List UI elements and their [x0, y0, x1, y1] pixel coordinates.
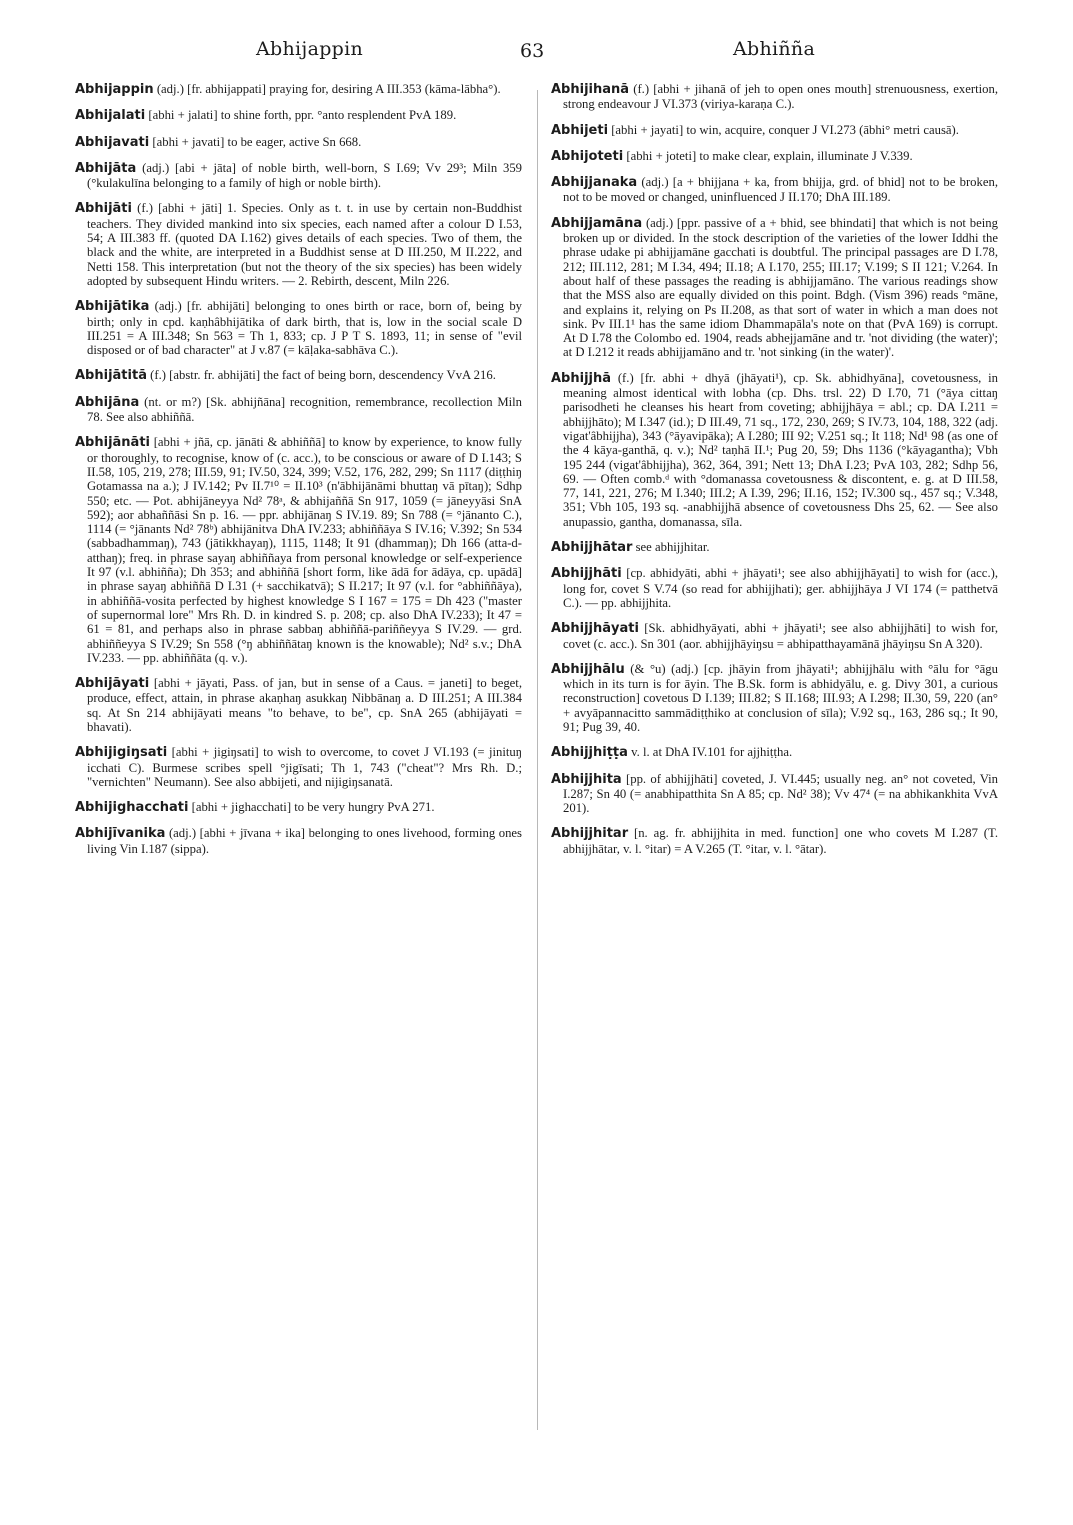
dictionary-entry	[551, 175, 998, 205]
dictionary-entry	[551, 662, 998, 734]
dictionary-entry	[75, 676, 522, 734]
dictionary-entry	[75, 135, 522, 150]
entry-headword: Abhijjhiṭṭa	[551, 745, 628, 761]
entry-body: [abhi + javati] to be eager, active Sn 668.	[152, 134, 362, 149]
dictionary-entry	[75, 161, 522, 191]
entry-headword: Abhijavati	[75, 134, 150, 150]
entry-headword: Abhijīvanika	[75, 826, 166, 842]
entry-headword: Abhijjhālu	[551, 661, 625, 677]
entry-body: (adj.) [abi + jāta] of noble birth, well-born, S I.69; Vv 29³; Miln 359 (°kulakulīna belonging to a family of high or noble birth).	[87, 160, 523, 191]
dictionary-entry	[551, 621, 998, 651]
entry-headword: Abhijjhā	[551, 370, 612, 386]
entry-body: v. l. at DhA IV.101 for ajjhiṭṭha.	[631, 745, 793, 760]
entry-headword: Abhijātitā	[75, 368, 147, 384]
dictionary-entry	[75, 299, 522, 357]
dictionary-entry	[551, 745, 998, 760]
dictionary-entry	[551, 216, 998, 360]
entry-body: (adj.) [abhi + jīvana + ika] belonging to ones livehood, forming ones living Vin I.187 (sippa).	[87, 826, 522, 856]
entry-headword: Abhijjamāna	[551, 215, 643, 231]
entry-headword: Abhijappin	[75, 82, 154, 97]
dictionary-entry	[75, 826, 522, 856]
entry-body: (f.) [abhi + jāti] 1. Species. Only as t. t. in use by certain non-Buddhist teachers. They divided mankind into six species, each named after a colour D I.53, 54; A III.383 ff. (quoted DA I.162) gives details of each species. Two of them, the black and the white, are interpreted in a Buddhist sense at D III.250, M II.222, and Netti 158. This interpretation (but not the theory of the six species) has been widely adopted by subsequent Hindu writers. — 2. Rebirth, descent, Miln 226.	[87, 201, 523, 288]
entry-body: [abhi + jalati] to shine forth, ppr. °anto resplendent PvA 189.	[148, 108, 457, 123]
entry-headword: Abhijāyati	[75, 676, 150, 692]
entry-body: [pp. of abhijjhāti] coveted, J. VI.445; usually neg. an° not coveted, Vin I.287; Sn 40 (= anabhipatthita Sn A 85; cp. Nd² 38); Vv 47⁴ (= na abhikankhita VvA 201).	[563, 771, 999, 816]
dictionary-entry	[75, 800, 522, 815]
entry-headword: Abhijjhitar	[551, 826, 629, 842]
dictionary-entry	[75, 395, 522, 425]
entry-body: (adj.) [fr. abhijāti] belonging to ones birth or race, born of, being by birth; only in cpd. kaṇhâbhijātika of dark birth, that is, low in the social scale D III.251 = A III.348; Sn 563 = Th 1, 833; cp. J P T S. 1893, 11; in sense of "evil disposed or of bad character" at J v.87 (= kāḷaka-sabhāva C.).	[87, 299, 523, 358]
left-column	[75, 82, 522, 867]
entry-headword: Abhijātika	[75, 299, 150, 315]
entry-headword: Abhijāti	[75, 201, 132, 217]
dictionary-entry	[75, 108, 522, 123]
dictionary-entry	[551, 149, 998, 164]
dictionary-entry	[551, 540, 998, 555]
entry-body: (adj.) [fr. abhijappati] praying for, desiring A III.353 (kāma-lābha°).	[156, 82, 501, 96]
entry-headword: Abhijigiŋsati	[75, 745, 168, 761]
entry-body: (f.) [fr. abhi + dhyā (jhāyati¹), cp. Sk. abhidhyāna], covetousness, in meaning almost identical with lobha (cp. Dhs. trsl. 22) D I.70, 71 (°āya cittaŋ parisodheti he cleanses his heart from coveting; abhijjhāya = abl.; cp. DA I.211 = abhijjhāto); M I.347 (id.); D III.49, 71 sq., 172, 230, 269; S IV.73, 104, 188, 322 (adj. vigat'âbhijjha), 343 (°āyavipāka); A I.280; III 92; V.251 sq.; It 118; Nd¹ 98 (as one of the 4 kāya-ganthā, q. v.); Nd² taṇhā II.¹; Pug 20, 59; Dhs 1136 (°kāyagantha); Vbh 195 244 (vigat'âbhijjha), 362, 364, 391; Nett 13; DhA I.23; PvA 103, 282; Sdhp 56, 69. — Often comb.ᵈ with °domanassa covetousness & discontent, e. g. at D III.58, 77, 141, 221, 276; M I.340; III.2; A I.39, 296; II.16, 152; IV.300 sq., 457 sq.; V.348, 351; Vbh 105, 193 sq. -anabhijjhā absence of covetousness Dhs 25, 62. — See also anupassio, gantha, domanassa, sīla.	[563, 370, 998, 529]
dictionary-entry	[551, 371, 998, 529]
entry-body: [cp. abhidyāti, abhi + jhāyati¹; see also abhijjhāyati] to wish for (acc.), long for, covet S V.74 (so read for abhijjhati); ger. abhijjhāya J VI 174 (= patthetvā C.). — pp. abhijjhita.	[563, 566, 999, 610]
dictionary-entry	[551, 566, 998, 610]
entry-body: [n. ag. fr. abhijjhita in med. function] one who covets M I.287 (T. abhijjhātar, v. l. °itar) = A V.265 (T. °itar, v. l. °ātar).	[563, 826, 998, 856]
entry-body: (f.) [abstr. fr. abhijāti] the fact of being born, descendency VvA 216.	[150, 368, 496, 383]
entry-body: (adj.) [ppr. passive of a + bhid, see bhindati] that which is not being broken up or divided. In the stock description of the varieties of the lower Iddhi the phrase udake pi abhijjamāne gacchati is doubtful. The principal passages are D I.78, 212; III.112, 281; M I.34, 494; II.18; A I.170, 255; III.17; V.199; S II 121; V.264. In about half of these passages the reading is abhijjamāno. The various readings show that the MSS also are equally divided on this point. Bdgh. (Vism 396) reads °māne, and explains it, relying on Ps II.208, as that sort of water in which a man does not sink. Pv III.1¹ has the same idiom Dhammapāla's note on that (PvA 169) is corrupt. At D I.78 the Colombo ed. 1904, reads abhejjamāne and tr. 'not dividing (the water)'; at D I.212 it reads abhijjamāno and tr. 'not sinking (in the water)'.	[563, 215, 998, 360]
entry-body: [abhi + jighacchati] to be very hungry PvA 271.	[191, 800, 435, 815]
entry-headword: Abhijjhātar	[551, 540, 633, 556]
dictionary-entry	[75, 368, 522, 383]
entry-headword: Abhijighacchati	[75, 800, 189, 816]
entry-body: (& °u) (adj.) [cp. jhāyin from jhāyati¹; abhijjhālu with °ālu for °āgu which in its turn is for āyin. The B.Sk. form is abhidyālu, e. g. Divy 301, a curious reconstruction] covetous D I.139; III.82; S II.168; III.93; A I.298; II.30, 59, 220 (an° + avyāpannacitto sammādiṭṭhiko at conclusion of sīla); V.92 sq., 163, 286 sq.; It 90, 91; Pug 39, 40.	[563, 661, 998, 734]
header-first-headword: Abhijappin	[256, 38, 364, 60]
dictionary-entry	[75, 82, 522, 97]
entry-body: [abhi + jñā, cp. jānāti & abhiññā] to know by experience, to know fully or thoroughly, to recognise, know of (c. acc.), to be conscious or aware of D I.143; S II.58, 105, 219, 278; III.59, 91; IV.50, 324, 399; V.52, 176, 282, 299; Sn 1117 (diṭṭhiŋ Gotamassa na a.); J IV.142; Pv II.7¹⁰ = II.10³ (n'ābhijānāmi bhuttaŋ vā pītaŋ); Sdhp 550; etc. — Pot. abhijāneyya Nd² 78ᵃ, & abhijaññā Sn 917, 1059 (= jāneyyāsi SnA 592); aor abhaññāsi Sn p. 16. — ppr. abhijānaŋ S IV.19. 89; Sn 788 (= °jānanto C.), 1114 (= °jānants Nd² 78ᵇ) abhijānitva DhA IV.233; abhiññāya S IV.16; V.392; Sn 534 (sabbadhammaŋ), 743 (jātikkhayaŋ), 1115, 1148; It 91 (dhammaŋ); Dh 166 (atta-d-atthaŋ); freq. in phrase sayaŋ abhiññaya from personal knowledge or self-experience It 97 (v.l. abhiñña); Dh 353; and abhiññā [short form, like ādā for ādāya, cp. upādā] in phrase sayaŋ abhiññā D I.31 (+ sacchikatvā); S II.217; It 97 (v.l. for °abhiññāya), in abhiññā-vosita perfected by highest knowledge S I 167 = 175 = Dh 423 ("master of supernormal lore" Mrs Rh. D. in kindred S. p. 208; cp. also DhA IV.233); It 47 = 61 = 81, and perhaps also in phrase sabbaŋ abhiññā-pariññeyya S IV.29. — grd. abhiññeyya S IV.29; Sn 558 (°ŋ abhiññātaŋ known is the knowable); Nd² s.v.; DhA IV.233. — pp. abhiññāta (q. v.).	[87, 435, 522, 665]
dictionary-entry	[75, 201, 522, 288]
entry-headword: Abhijihanā	[551, 82, 630, 97]
entry-headword: Abhijāna	[75, 394, 140, 410]
entry-body: [abhi + jayati] to win, acquire, conquer J VI.273 (ābhi° metri causā).	[611, 122, 959, 137]
page-number: 63	[520, 40, 545, 62]
column-divider	[537, 90, 538, 1430]
dictionary-entry	[551, 82, 998, 112]
dictionary-entry	[75, 745, 522, 789]
entry-body: [abhi + jāyati, Pass. of jan, but in sense of a Caus. = janeti] to beget, produce, effect, attain, in phrase akaṇhaŋ asukkaŋ Nibbānaŋ a. D III.251; A III.384 sq. At Sn 214 abhijāyati means "to behave, to be", cp. SnA 265 (abhijāyati = bhavati).	[87, 676, 522, 734]
entry-headword: Abhijoteti	[551, 148, 624, 164]
entry-body: [Sk. abhidhyāyati, abhi + jhāyati¹; see also abhijjhāti] to wish for, covet (c. acc.). Sn 301 (aor. abhijjhāyiŋsu = abhipatthayamānā jhāyiŋsu Sn A 320).	[563, 621, 999, 651]
entry-headword: Abhijjhāti	[551, 566, 622, 582]
entry-headword: Abhijānāti	[75, 435, 151, 451]
entry-headword: Abhijjhāyati	[551, 621, 639, 637]
entry-body: [abhi + jigiŋsati] to wish to overcome, to covet J VI.193 (= jinituŋ icchati C). Burmese scribes spell °jigīsati; Th 1, 743 ("cheat"? Mrs Rh. D.; "vernichten" Neumann). See also abbijeti, and nijigiŋsanatā.	[87, 745, 523, 789]
dictionary-entry	[75, 435, 522, 665]
entry-headword: Abhijjanaka	[551, 175, 638, 191]
entry-headword: Abhijeti	[551, 122, 609, 138]
entry-body: (nt. or m?) [Sk. abhijñāna] recognition, remembrance, recollection Miln 78. See also abhiññā.	[87, 394, 522, 425]
running-header	[0, 38, 1073, 68]
entry-headword: Abhijjhita	[551, 771, 622, 787]
entry-headword: Abhijāta	[75, 160, 137, 176]
entry-body: (f.) [abhi + jihanā of jeh to open ones mouth] strenuousness, exertion, strong endeavour J VI.373 (viriya-karaṇa C.).	[563, 82, 998, 112]
right-column	[551, 82, 998, 867]
dictionary-entry	[551, 123, 998, 138]
entry-body: [abhi + joteti] to make clear, explain, illuminate J V.339.	[626, 148, 913, 163]
entry-body: see abhijjhitar.	[635, 540, 710, 555]
entry-headword: Abhijalati	[75, 108, 146, 124]
entry-body: (adj.) [a + bhijjana + ka, from bhijja, grd. of bhid] not to be broken, not to be moved or changed, uninfluenced J II.170; DhA III.189.	[563, 175, 999, 205]
header-last-headword: Abhiñña	[733, 38, 816, 60]
dictionary-entry	[551, 772, 998, 816]
dictionary-entry	[551, 826, 998, 856]
